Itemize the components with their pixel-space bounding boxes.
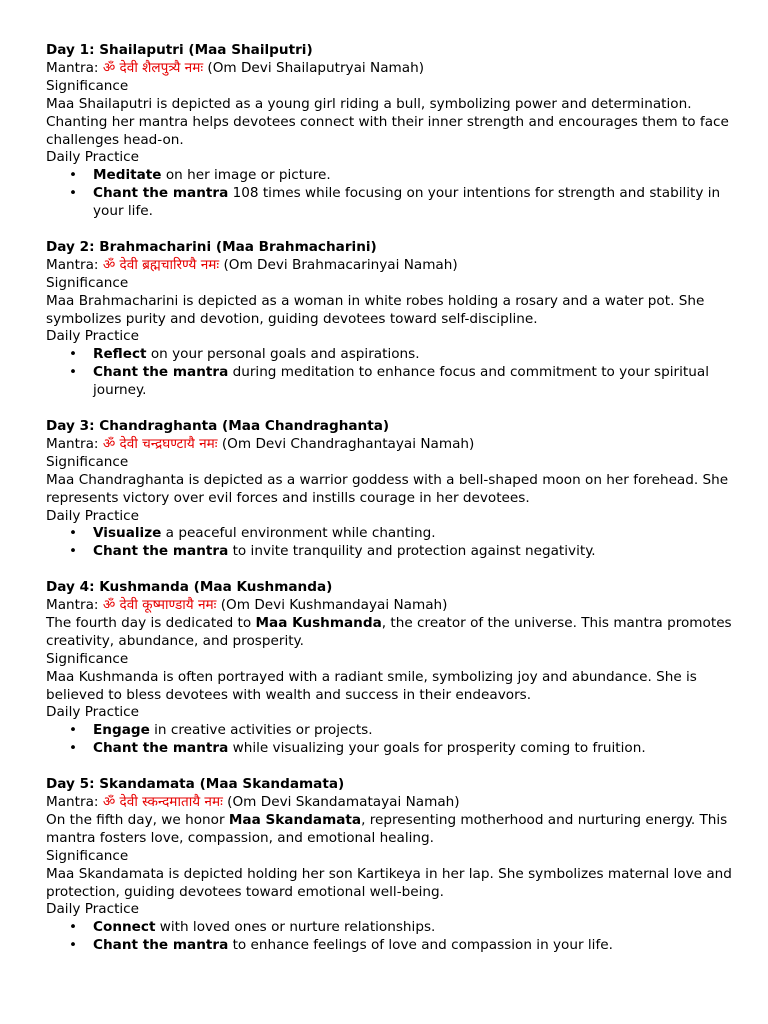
list-item [93,919,736,937]
mantra-line [46,597,736,615]
practice-text: on your personal goals and aspirations. [146,346,420,363]
significance-heading: Significance [46,77,129,94]
day-title: Day 4: Kushmanda (Maa Kushmanda) [46,579,333,596]
mantra-label: Mantra: [46,435,103,452]
intro-goddess-name: Maa Kushmanda [255,614,382,631]
document-page [46,42,736,973]
mantra-transliteration: (Om Devi Kushmandayai Namah) [216,597,448,614]
significance-text: Maa Skandamata is depicted holding her son Kartikeya in her lap. She symbolizes maternal love and protection, guiding devotees toward emotional well-being. [46,865,732,900]
mantra-devanagari: ॐ देवी ब्रह्मचारिण्यै नमः [102,256,220,273]
significance-text: Maa Brahmacharini is depicted as a woman in white robes holding a rosary and a water pot. She symbolizes purity and devotion, guiding devotees toward self-discipline. [46,292,705,327]
practice-text: during meditation to enhance focus and commitment to your spiritual journey. [93,364,709,399]
mantra-transliteration: (Om Devi Chandraghantayai Namah) [217,435,475,452]
practice-term: Chant the mantra [93,543,229,560]
list-item [93,364,736,400]
mantra-devanagari: ॐ देवी शैलपुत्र्यै नमः [102,59,204,76]
mantra-transliteration: (Om Devi Shailaputryai Namah) [203,59,425,76]
intro-text-end: , the creator of the universe. This mantra promotes creativity, abundance, and prosperity. [46,614,732,649]
list-item [93,937,736,955]
practice-term: Reflect [93,346,147,363]
intro-text-end: , representing motherhood and nurturing energy. This mantra fosters love, compassion, and emotional healing. [46,811,728,846]
practice-term: Chant the mantra [93,937,229,954]
daily-practice-heading: Daily Practice [46,901,140,918]
list-item [93,346,736,364]
practice-text: with loved ones or nurture relationships. [155,919,436,936]
practice-list [46,722,736,758]
practice-list [46,919,736,955]
practice-text: to invite tranquility and protection against negativity. [228,543,596,560]
practice-term: Connect [93,919,156,936]
intro-text [46,812,736,848]
list-item [93,167,736,185]
day-5-section [46,776,736,955]
practice-term: Meditate [93,167,162,184]
mantra-line [46,436,736,454]
practice-term: Chant the mantra [93,185,229,202]
mantra-line [46,794,736,812]
day-1-section [46,42,736,221]
significance-text: Maa Kushmanda is often portrayed with a radiant smile, symbolizing joy and abundance. She is believed to bless devotees with wealth and success in their endeavors. [46,668,697,703]
mantra-label: Mantra: [46,59,103,76]
practice-list [46,525,736,561]
daily-practice-heading: Daily Practice [46,149,140,166]
significance-heading: Significance [46,847,129,864]
practice-term: Chant the mantra [93,740,229,757]
list-item [93,722,736,740]
mantra-devanagari: ॐ देवी कूष्माण्डायै नमः [102,597,217,614]
practice-text: 108 times while focusing on your intentions for strength and stability in your life. [93,185,721,220]
practice-term: Chant the mantra [93,364,229,381]
practice-text: a peaceful environment while chanting. [161,525,436,542]
day-4-section [46,579,736,758]
day-title: Day 1: Shailaputri (Maa Shailputri) [46,42,313,58]
significance-heading: Significance [46,453,129,470]
daily-practice-heading: Daily Practice [46,507,140,524]
practice-text: on her image or picture. [161,167,331,184]
mantra-label: Mantra: [46,794,103,810]
significance-text: Maa Chandraghanta is depicted as a warrior goddess with a bell-shaped moon on her forehead. She represents victory over evil forces and instills courage in her devotees. [46,471,729,506]
day-title: Day 5: Skandamata (Maa Skandamata) [46,776,345,793]
list-item [93,740,736,758]
intro-text-start: The fourth day is dedicated to [46,614,256,631]
list-item [93,543,736,561]
intro-text [46,615,736,651]
mantra-label: Mantra: [46,256,103,273]
day-title: Day 2: Brahmacharini (Maa Brahmacharini) [46,238,377,255]
practice-term: Visualize [93,525,162,542]
mantra-label: Mantra: [46,597,103,614]
daily-practice-heading: Daily Practice [46,704,140,721]
intro-text-start: On the fifth day, we honor [46,811,229,828]
practice-list [46,167,736,221]
mantra-devanagari: ॐ देवी चन्द्रघण्टायै नमः [102,435,218,452]
mantra-devanagari: ॐ देवी स्कन्दमातायै नमः [102,794,223,810]
practice-list [46,346,736,400]
mantra-line [46,60,736,78]
practice-term: Engage [93,722,150,739]
mantra-transliteration: (Om Devi Brahmacarinyai Namah) [219,256,458,273]
list-item [93,525,736,543]
practice-text: in creative activities or projects. [149,722,373,739]
day-2-section [46,239,736,400]
significance-text: Maa Shailaputri is depicted as a young girl riding a bull, symbolizing power and determination. Chanting her mantra helps devotees connect with their inner strength and encourages them to face challenges head-on. [46,95,729,148]
mantra-transliteration: (Om Devi Skandamatayai Namah) [222,794,460,810]
day-title: Day 3: Chandraghanta (Maa Chandraghanta) [46,418,390,434]
practice-text: while visualizing your goals for prosperity coming to fruition. [228,740,646,757]
list-item [93,185,736,221]
day-3-section [46,418,736,561]
mantra-line [46,257,736,275]
practice-text: to enhance feelings of love and compassion in your life. [228,937,613,954]
intro-goddess-name: Maa Skandamata [228,811,362,828]
significance-heading: Significance [46,274,129,291]
significance-heading: Significance [46,650,129,667]
daily-practice-heading: Daily Practice [46,328,140,345]
